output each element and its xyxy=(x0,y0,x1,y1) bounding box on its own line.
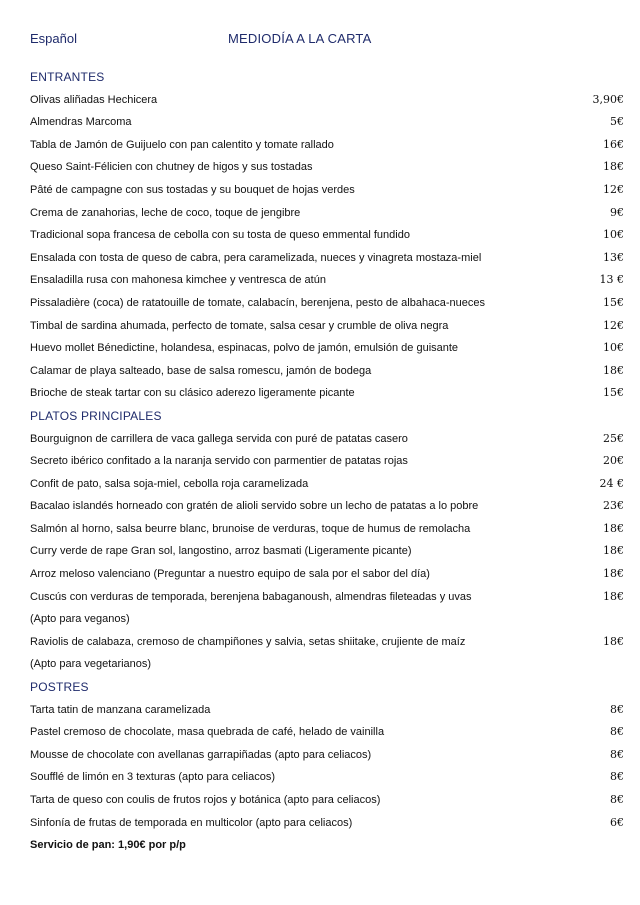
menu-item xyxy=(30,382,624,405)
menu-item xyxy=(30,134,624,157)
dish-price: 18€ xyxy=(603,160,624,174)
dish-price: 6€ xyxy=(610,815,624,829)
menu-item xyxy=(30,450,624,473)
dish-name: Ensalada con tosta de queso de cabra, pera caramelizada, nueces y vinagreta mostaza-miel xyxy=(30,251,482,264)
dish-name: Ensaladilla rusa con mahonesa kimchee y ventresca de atún xyxy=(30,274,326,287)
menu-item xyxy=(30,156,624,179)
dish-price: 10€ xyxy=(603,341,624,355)
dish-price: 5€ xyxy=(610,115,624,129)
dish-name: Queso Saint-Félicien con chutney de higos y sus tostadas xyxy=(30,161,313,174)
menu-item xyxy=(30,428,624,451)
menu-item xyxy=(30,495,624,518)
menu-item xyxy=(30,360,624,383)
dish-price: 3,90€ xyxy=(592,92,624,106)
dish-name: Secreto ibérico confitado a la naranja servido con parmentier de patatas rojas xyxy=(30,455,408,468)
menu-item xyxy=(30,563,624,586)
section-title-entrantes: ENTRANTES xyxy=(30,70,105,84)
dish-price: 13 € xyxy=(599,273,624,287)
menu-item xyxy=(30,518,624,541)
dish-name: Huevo mollet Bénedictine, holandesa, espinacas, polvo de jamón, emulsión de guisante xyxy=(30,342,459,355)
menu-item xyxy=(30,812,624,835)
dish-price: 23€ xyxy=(603,499,624,513)
menu-item xyxy=(30,473,624,496)
menu-item xyxy=(30,269,624,292)
menu-item xyxy=(30,699,624,722)
dish-price: 8€ xyxy=(610,725,624,739)
section-title-postres: POSTRES xyxy=(30,680,89,695)
dish-price: 9€ xyxy=(610,205,624,219)
dish-price: 15€ xyxy=(603,386,624,400)
menu-body xyxy=(30,66,624,857)
dish-price: 18€ xyxy=(603,363,624,377)
dish-name: Mousse de chocolate con avellanas garrapiñadas (apto para celiacos) xyxy=(30,748,372,761)
dish-name: Crema de zanahorias, leche de coco, toque de jengibre xyxy=(30,206,301,219)
dish-name: Almendras Marcoma xyxy=(30,116,132,129)
dish-price: 18€ xyxy=(603,567,624,581)
dish-name: Confit de pato, salsa soja-miel, cebolla roja caramelizada xyxy=(30,477,309,490)
dish-price: 8€ xyxy=(610,702,624,716)
dish-price: 18€ xyxy=(603,634,624,648)
menu-item xyxy=(30,744,624,767)
bread-service-note: Servicio de pan: 1,90€ por p/p xyxy=(30,839,186,852)
menu-item xyxy=(30,292,624,315)
dish-price: 24 € xyxy=(599,476,624,490)
dish-name: Pâté de campagne con sus tostadas y su bouquet de hojas verdes xyxy=(30,183,355,196)
menu-item xyxy=(30,721,624,744)
menu-item xyxy=(30,631,624,654)
menu-item xyxy=(30,224,624,247)
dish-note-text: (Apto para veganos) xyxy=(30,613,130,626)
menu-item xyxy=(30,586,624,609)
dish-name: Olivas aliñadas Hechicera xyxy=(30,93,158,106)
dish-price: 12€ xyxy=(603,318,624,332)
menu-item xyxy=(30,789,624,812)
menu-title: MEDIODÍA A LA CARTA xyxy=(228,31,372,46)
menu-item xyxy=(30,315,624,338)
dish-note xyxy=(30,653,624,676)
dish-name: Cuscús con verduras de temporada, berenjena babaganoush, almendras fileteadas y uvas xyxy=(30,590,472,603)
dish-price: 20€ xyxy=(603,454,624,468)
menu-item xyxy=(30,337,624,360)
dish-note xyxy=(30,608,624,631)
menu-header xyxy=(30,31,624,49)
dish-price: 10€ xyxy=(603,228,624,242)
dish-price: 13€ xyxy=(603,250,624,264)
dish-name: Timbal de sardina ahumada, perfecto de tomate, salsa cesar y crumble de oliva negra xyxy=(30,319,449,332)
dish-name: Tarta de queso con coulis de frutos rojos y botánica (apto para celiacos) xyxy=(30,794,381,806)
dish-name: Sinfonía de frutas de temporada en multicolor (apto para celiacos) xyxy=(30,816,353,829)
dish-price: 18€ xyxy=(603,589,624,603)
dish-price: 18€ xyxy=(603,521,624,535)
section-title-platos-principales: PLATOS PRINCIPALES xyxy=(30,408,162,423)
dish-note-text: (Apto para vegetarianos) xyxy=(30,658,152,671)
dish-name: Salmón al horno, salsa beurre blanc, brunoise de verduras, toque de humus de remolacha xyxy=(30,522,471,535)
dish-name: Pastel cremoso de chocolate, masa quebrada de café, helado de vainilla xyxy=(30,726,385,739)
dish-name: Calamar de playa salteado, base de salsa romescu, jamón de bodega xyxy=(30,364,372,377)
dish-price: 12€ xyxy=(603,182,624,196)
menu-item xyxy=(30,540,624,563)
dish-name: Tradicional sopa francesa de cebolla con su tosta de queso emmental fundido xyxy=(30,229,410,242)
menu-item xyxy=(30,766,624,789)
menu-item xyxy=(30,111,624,134)
dish-price: 8€ xyxy=(610,770,624,784)
dish-price: 8€ xyxy=(610,747,624,761)
dish-name: Tarta tatin de manzana caramelizada xyxy=(30,703,211,716)
dish-price: 25€ xyxy=(603,431,624,445)
dish-name: Brioche de steak tartar con su clásico aderezo ligeramente picante xyxy=(30,387,355,400)
menu-item xyxy=(30,247,624,270)
dish-price: 15€ xyxy=(603,295,624,309)
language-label[interactable]: Español xyxy=(30,31,77,46)
dish-name: Bacalao islandés horneado con gratén de alioli servido sobre un lecho de patatas a lo pobre xyxy=(30,500,479,513)
menu-item xyxy=(30,89,624,112)
menu-item xyxy=(30,179,624,202)
dish-name: Pissaladière (coca) de ratatouille de tomate, calabacín, berenjena, pesto de albahaca-nueces xyxy=(30,296,485,309)
dish-name: Bourguignon de carrillera de vaca gallega servida con puré de patatas casero xyxy=(30,432,408,445)
dish-name: Arroz meloso valenciano (Preguntar a nuestro equipo de sala por el sabor del día) xyxy=(30,568,430,581)
menu-item xyxy=(30,202,624,225)
dish-name: Soufflé de limón en 3 texturas (apto para celiacos) xyxy=(30,771,275,784)
dish-price: 16€ xyxy=(603,137,624,151)
dish-price: 18€ xyxy=(603,544,624,558)
dish-name: Raviolis de calabaza, cremoso de champiñones y salvia, setas shiitake, crujiente de maíz xyxy=(30,635,466,648)
dish-price: 8€ xyxy=(610,793,624,806)
dish-name: Curry verde de rape Gran sol, langostino, arroz basmati (Ligeramente picante) xyxy=(30,545,412,558)
dish-name: Tabla de Jamón de Guijuelo con pan calentito y tomate rallado xyxy=(30,138,334,151)
